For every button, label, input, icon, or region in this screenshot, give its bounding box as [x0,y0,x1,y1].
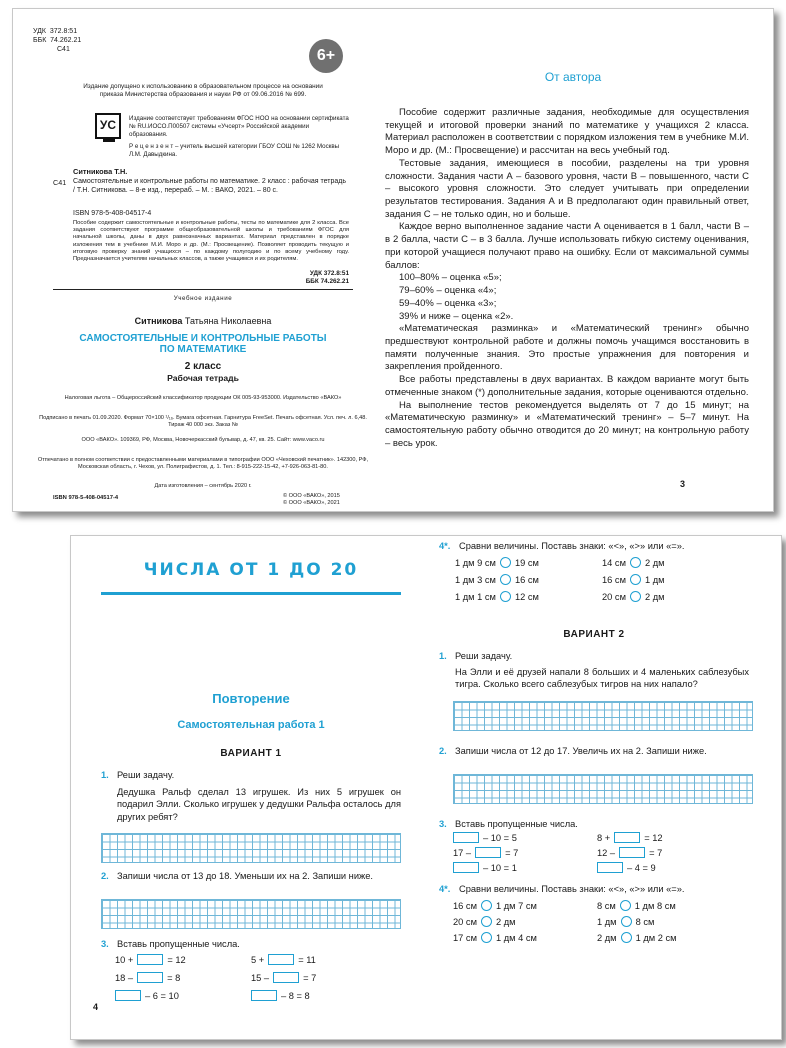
comparison [455,591,539,602]
sign-circle[interactable] [481,900,492,911]
bbk-value: 74.262.21 [50,37,82,45]
paragraph: На выполнение тестов рекомендуется выделять от 7 до 15 минут; на «Математическую разминку» и «Математический тренинг» – 5–7 минут. На самостоятельную работу обычно отводится до 20 минут; на контрольную работу – весь урок. [385,399,749,449]
equation-left: 18 – [115,972,134,983]
comparison [597,932,677,943]
answer-box[interactable] [268,954,294,965]
comparison [602,557,665,568]
equation-right: = 7 [505,847,519,858]
answer-box[interactable] [273,972,299,983]
equation [115,972,180,983]
paragraph: Каждое верно выполненное задание части А оценивается в 1 балл, части В – в 2 балла, части С – в 3 балла. Лучше использовать гибкую систему оценивания, при которой учащиеся получают право на ошибку. Если от максимальной суммы баллов: [385,221,749,271]
comparison-left: 16 см [453,900,477,911]
v1-task-1: 1. Реши задачу. Дедушка Ральф сделал 13 игрушек. Из них 5 игрушек он подарил Элли. Сколько игрушек у дедушки Ральфа осталось для других ребят? [101,770,401,822]
equation-right: = 12 [167,954,186,965]
answer-box[interactable] [137,954,163,965]
equation-left: 8 + [597,832,611,843]
comparison-right: 8 см [635,916,655,927]
sign-circle[interactable] [621,916,632,927]
equation-right: = 7 [649,847,663,858]
answer-box[interactable] [619,847,645,858]
isbn: ISBN 978-5-408-04517-4 [73,210,152,217]
printing-house: Отпечатано в полном соответствии с предоставленными материалами в типографии ООО «Чеховский печатник». 142300, РФ, Московская область, г. Чехов, ул. Полиграфистов, д. 1. Тел.: 8-915-222-15-42, +7-926-063-81-80. [37,457,369,471]
equation-right: = 8 [167,972,181,983]
comparison-right: 1 дм 4 см [495,932,537,943]
comparison [597,900,676,911]
comparison-right: 2 дм [644,591,665,602]
sign-circle[interactable] [481,916,492,927]
paragraph: «Математическая разминка» и «Математический тренинг» обычно предшествуют контрольной работе и должны помочь учащимся восстановить в памяти полученные знания. Это простые упражнения для повторения и закрепления пройденного. [385,323,749,373]
equation-right: = 12 [644,832,663,843]
answer-grid[interactable] [101,833,401,863]
author-mark-biblio: С41 [53,178,67,187]
comparison [455,557,539,568]
manufacture-date: Дата изготовления – сентябрь 2020 г. [154,483,252,489]
sign-circle[interactable] [500,591,511,602]
comparison-right: 1 дм [644,574,665,585]
equation-right: – 6 = 10 [145,990,179,1001]
sign-circle[interactable] [630,557,641,568]
equation [251,972,316,983]
copyright: © ООО «ВАКО», 2015 © ООО «ВАКО», 2021 [283,493,340,507]
equation-left: 15 – [251,972,270,983]
answer-box[interactable] [614,832,640,843]
paragraph: Пособие содержит различные задания, необходимые для осуществления текущей и итоговой проверки знаний по математике у учащихся 2 класса. Материал расположен в соответствии с порядком изложения тем в учебнике М.И. Моро и др. (М.: Просвещение) и рассчитан на весь учебный год. [385,107,749,157]
comparison-left: 1 дм [597,916,617,927]
sign-circle[interactable] [500,557,511,568]
comparison-left: 16 см [602,574,626,585]
page-number: 4 [93,1002,99,1012]
workbook-label: Рабочая тетрадь [167,373,239,383]
sign-circle[interactable] [621,932,632,943]
comparison [597,916,654,927]
equation-left: 17 – [453,847,472,858]
comparison-left: 8 см [597,900,616,911]
author-mark: С41 [57,46,70,54]
author-text [385,107,749,450]
chapter-rule [101,592,401,595]
isbn-bottom: ISBN 978-5-408-04517-4 [53,495,119,501]
equation-left: 5 + [251,954,265,965]
equation [597,847,662,858]
comparison-left: 17 см [453,932,477,943]
equation-right: = 7 [303,972,317,983]
chapter-header [101,554,401,600]
sign-circle[interactable] [500,574,511,585]
comparison [602,574,665,585]
bibliographic-record: Самостоятельные и контрольные работы по математике. 2 класс : рабочая тетрадь / Т.Н. Ситникова. – 8-е изд., перераб. – М. : ВАКО, 2021. – 80 с. [73,178,346,194]
answer-grid[interactable] [101,899,401,929]
classification-codes [33,27,81,54]
print-details: Подписано в печать 01.09.2020. Формат 70×100 ¹/₁₆. Бумага офсетная. Гарнитура FreeSet. Печать офсетная. Усл. печ. л. 6,48. Тираж 40 000 экз. Заказ № [39,415,367,429]
author-short: Ситникова Т.Н. [73,167,128,176]
author-section-title: От автора [544,70,602,84]
comparison-left: 14 см [602,557,626,568]
equation [251,990,310,1001]
equation-right: – 10 = 1 [483,862,517,873]
equation [251,954,316,965]
sign-circle[interactable] [620,900,631,911]
equation [597,832,663,843]
udc-value: 372.8:51 [49,28,78,35]
equation [453,862,517,873]
answer-box[interactable] [115,990,141,1001]
answer-box[interactable] [137,972,163,983]
page-number: 3 [680,479,686,489]
paragraph: Тестовые задания, имеющиеся в пособии, разделены на три уровня сложности. Задания части А – базового уровня, части В – повышенного, части С – высокого уровня сложности. Это следует учитывать при определении результатов тестирования. Задания А и В предполагают один правильный ответ, задания С – не только один, но и больше. [385,157,749,220]
comparison-left: 1 дм 9 см [455,557,496,568]
answer-box[interactable] [597,862,623,873]
udc-label: УДК [33,28,46,35]
bbk-label: ББК [33,37,47,45]
comparison-right: 1 дм 7 см [495,900,537,911]
edition-type: Учебное издание [173,295,233,302]
variant-1-title: ВАРИАНТ 1 [220,748,282,759]
comparison [453,916,516,927]
annotation: Пособие содержит самостоятельные и контрольные работы, тесты по математике для 2 класса. Все задания соответствуют программе общеобразовательной школы и требованиям ФГОС для начальной школы, даны в двух равнозначных вариантах. Материал представлен в порядке изложения тем в учебнике М.И. Моро и др. (М.: Просвещение). Позволяет проводить текущую и итоговую проверку знаний учащихся – по каждому полугодию и по всему учебному году. Предназначается учителям начальных классов, а также учащимся и их родителям. [73,220,349,263]
paragraph: Все работы представлены в двух вариантах. В каждом варианте могут быть отмеченные знаком (*) дополнительные задания, которые оцениваются отдельно. [385,374,749,398]
reviewer-note: Р е ц е н з е н т – учитель высшей категории ГБОУ СОШ № 1262 Москвы Л.М. Давыдкина. [129,143,340,158]
comparison-right: 2 дм [644,557,665,568]
v2-task-2: 2. Запиши числа от 12 до 17. Увеличь их на 2. Запиши ниже. [439,746,707,756]
equation-left: 10 + [115,954,134,965]
v1-task-4: 4*. Сравни величины. Поставь знаки: «<», «>» или «=». [439,541,685,551]
comparison-right: 19 см [514,557,539,568]
equation [597,862,656,873]
comparison-right: 16 см [514,574,539,585]
answer-box[interactable] [251,990,277,1001]
comparison [453,900,537,911]
equation [115,990,179,1001]
comparison-left: 20 см [453,916,477,927]
answer-grid[interactable] [453,701,753,731]
tax-note: Налоговая льгота – Общероссийский классификатор продукции ОК 005-93-953000. Издательство «ВАКО» [64,395,342,401]
spread-pages-2-3 [12,8,774,512]
grade: 2 класс [184,361,222,372]
publisher-info: ООО «ВАКО». 109369, РФ, Москва, Новочеркасский бульвар, д. 47, кв. 25. Сайт: www.vaco.ru [81,437,325,443]
variant-2-title: ВАРИАНТ 2 [563,629,625,640]
v2-task-3: 3. Вставь пропущенные числа. [439,819,578,829]
equation-right: = 11 [298,954,316,965]
v1-task-3: 3. Вставь пропущенные числа. [101,939,240,949]
chapter-title: ЧИСЛА ОТ 1 ДО 20 [143,560,359,580]
comparison [602,591,665,602]
answer-grid[interactable] [453,774,753,804]
v2-task-1: 1. Реши задачу. На Элли и её друзей напали 8 больших и 4 маленьких саблезубых тигра. Сколько всего саблезубых тигров на них напало? [439,651,749,690]
answer-box[interactable] [453,832,479,843]
sign-circle[interactable] [630,591,641,602]
comparison-right: 2 дм [495,916,516,927]
age-rating-badge: 6+ [309,39,343,73]
equation-right: – 10 = 5 [483,832,517,843]
spread-pages-4-5 [70,535,782,1040]
comparison-right: 12 см [514,591,539,602]
fgos-note: Издание соответствует требованиям ФГОС НОО на основании сертификата № RU.ИОСО.П00507 системы «Учсерт» Российской академии образования. [129,115,349,138]
section-title: Повторение [212,691,290,706]
comparison-left: 1 дм 1 см [455,591,496,602]
equation-right: – 4 = 9 [627,862,656,873]
work-title: Самостоятельная работа 1 [177,719,325,731]
answer-box[interactable] [475,847,501,858]
approval-note: Издание допущено к использованию в образовательном процессе на основании приказа Министерства образования и науки РФ от 09.06.2016 № 699. [83,83,323,99]
comparison-left: 20 см [602,591,626,602]
answer-box[interactable] [453,862,479,873]
equation-right: – 8 = 8 [281,990,310,1001]
divider [53,289,353,290]
v2-task-4: 4*. Сравни величины. Поставь знаки: «<», «>» или «=». [439,884,685,894]
equation [453,832,517,843]
comparison-right: 1 дм 2 см [635,932,677,943]
author-full-name: Ситникова Татьяна Николаевна [134,316,272,326]
book-title: САМОСТОЯТЕЛЬНЫЕ И КОНТРОЛЬНЫЕ РАБОТЫ ПО МАТЕМАТИКЕ [79,333,327,355]
comparison [453,932,537,943]
comparison-left: 2 дм [597,932,617,943]
equation [453,847,518,858]
comparison-right: 1 дм 8 см [634,900,676,911]
comparison-left: 1 дм 3 см [455,574,496,585]
sign-circle[interactable] [481,932,492,943]
grading-scale: 100–80% – оценка «5»; 79–60% – оценка «4»; 59–40% – оценка «3»; 39% и ниже – оценка «2». [399,272,514,322]
codes-right: УДК 372.8:51 ББК 74.262.21 [305,270,349,286]
sign-circle[interactable] [630,574,641,585]
uchsert-logo: УС [95,113,121,139]
comparison [455,574,539,585]
equation-left: 12 – [597,847,616,858]
equation [115,954,186,965]
v1-task-2: 2. Запиши числа от 13 до 18. Уменьши их на 2. Запиши ниже. [101,871,373,881]
